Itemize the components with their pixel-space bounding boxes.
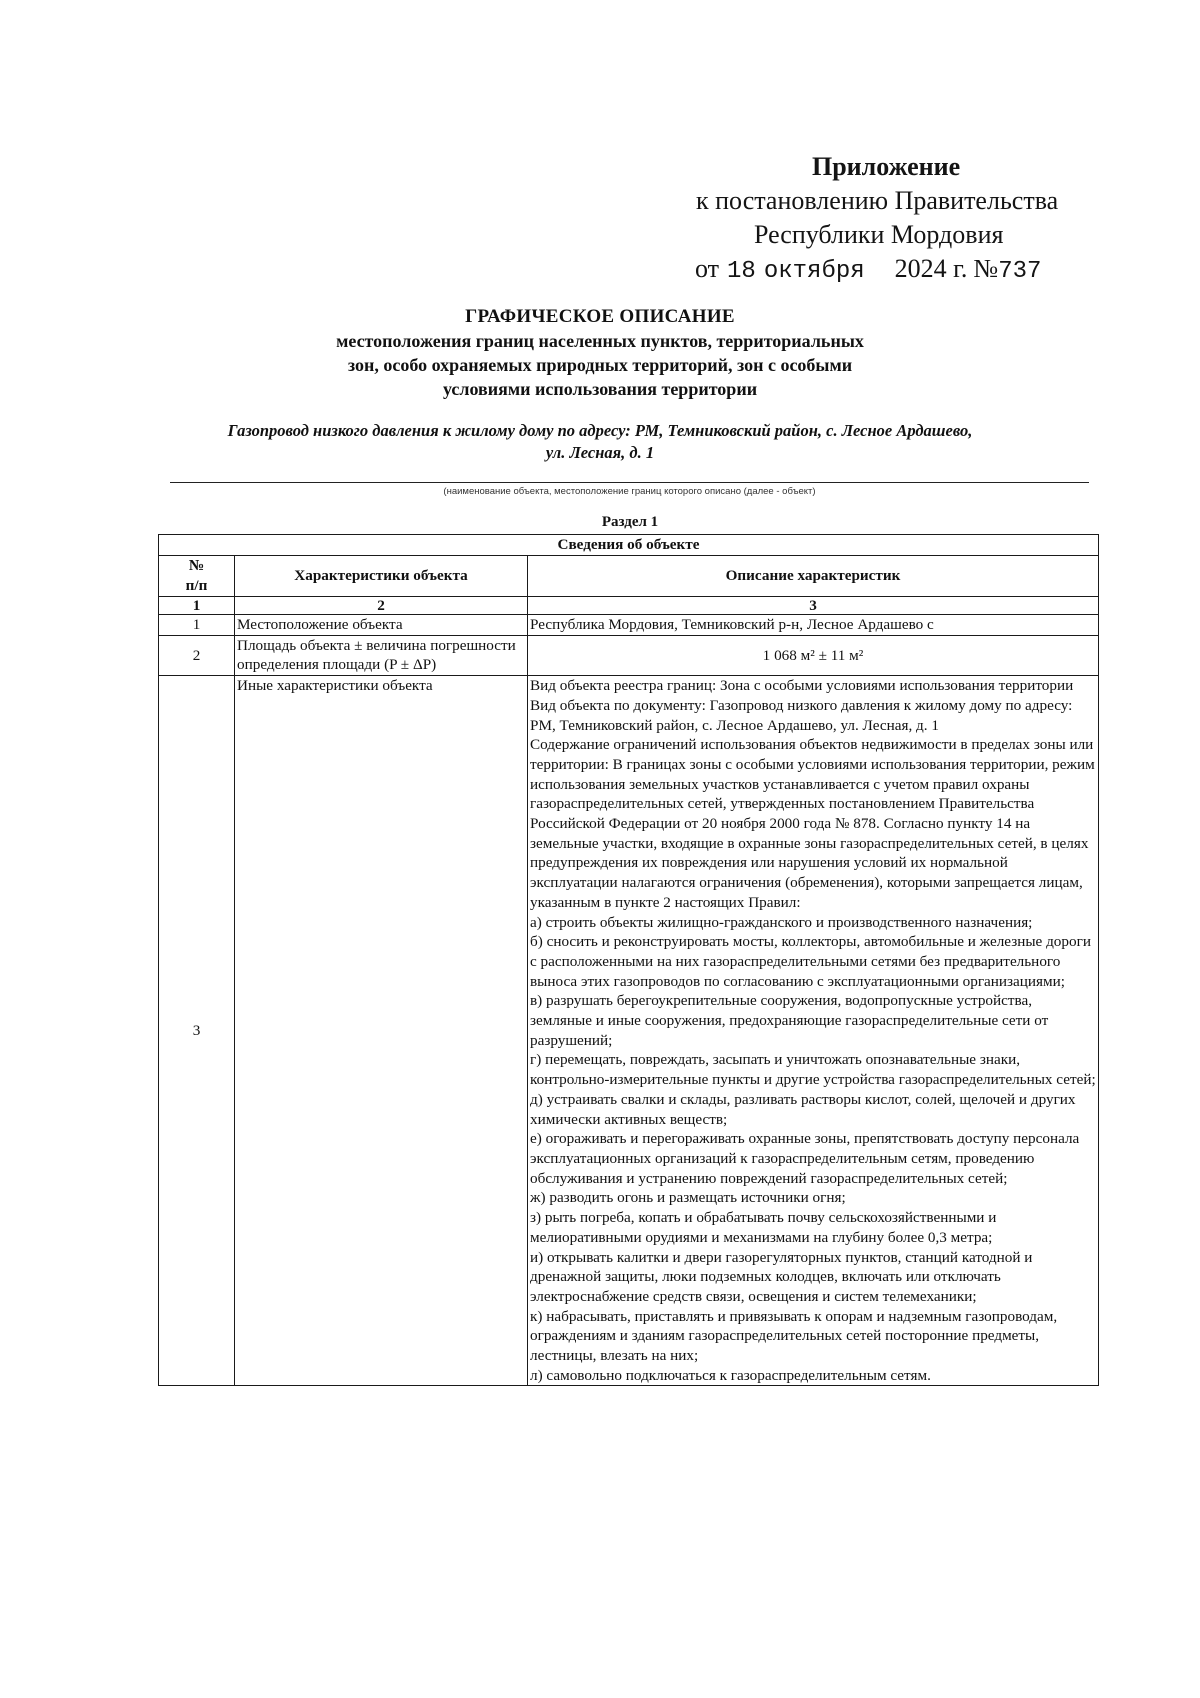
object-name bbox=[170, 420, 1030, 464]
appendix-caption bbox=[640, 150, 1080, 289]
table-header-row bbox=[159, 556, 1099, 597]
object-name-caption: (наименование объекта, местоположение границ которого описано (далее - объект) bbox=[443, 486, 816, 497]
document-heading bbox=[200, 305, 1000, 401]
document-subtitle-line-3: условиями использования территории bbox=[442, 379, 758, 399]
appendix-number-sign: № bbox=[973, 254, 999, 283]
appendix-month: октября bbox=[763, 258, 865, 285]
appendix-number: 737 bbox=[998, 258, 1042, 285]
object-info-table bbox=[158, 534, 1099, 1386]
row-value: Республика Мордовия, Темниковский р-н, Лесное Ардашево с bbox=[528, 615, 1099, 636]
row-characteristic: Площадь объекта ± величина погрешности определения площади (P ± ΔP) bbox=[235, 635, 528, 675]
row-characteristic: Иные характеристики объекта bbox=[235, 676, 528, 1386]
appendix-republic-line: Республики Мордовия bbox=[754, 220, 1004, 249]
document-title: ГРАФИЧЕСКОЕ ОПИСАНИЕ bbox=[465, 306, 735, 327]
column-number: 1 bbox=[159, 597, 235, 615]
header-number: № п/п bbox=[159, 556, 235, 597]
row-number: 3 bbox=[159, 676, 235, 1386]
appendix-from: от bbox=[695, 254, 720, 283]
table-caption-row bbox=[159, 535, 1099, 556]
section-label: Раздел 1 bbox=[601, 514, 659, 530]
table-row bbox=[159, 615, 1099, 636]
appendix-resolution-line: к постановлению Правительства bbox=[696, 186, 1059, 215]
column-number: 3 bbox=[528, 597, 1099, 615]
row-characteristic: Местоположение объекта bbox=[235, 615, 528, 636]
column-number: 2 bbox=[235, 597, 528, 615]
document-subtitle-line-2: зон, особо охраняемых природных территорий, зон с особыми bbox=[347, 355, 853, 375]
document-subtitle-line-1: местоположения границ населенных пунктов, территориальных bbox=[336, 331, 864, 351]
object-name-line-1: Газопровод низкого давления к жилому дому по адресу: РМ, Темниковский район, с. Лесное Ардашево, bbox=[227, 421, 973, 440]
column-number-row bbox=[159, 597, 1099, 615]
row-value: Вид объекта реестра границ: Зона с особыми условиями использования территории Вид объекта по документу: Газопровод низкого давления к жилому дому по адресу: РМ, Темниковский район, с. Лесное Ардашево, ул. Лесная, д. 1 Содержание ограничений использования объектов недвижимости в пределах зоны или территории: В границах зоны с особыми условиями использования территории, режим использования земельных участков устанавливается с учетом правил охраны газораспределительных сетей, утвержденных постановлением Правительства Российской Федерации от 20 ноября 2000 года № 878. Согласно пункту 14 на земельные участки, входящие в охранные зоны газораспределительных сетей, в целях предупреждения их повреждения или нарушения условий их нормальной эксплуатации налагаются ограничения (обременения), которыми запрещается лицам, указанным в пункте 2 настоящих Правил: а) строить объекты жилищно-гражданского и производственного назначения; б) сносить и реконструировать мосты, коллекторы, автомобильные и железные дороги с расположенными на них газораспределительными сетями без предварительного выноса этих газопроводов по согласованию с эксплуатационными организациями; в) разрушать берегоукрепительные сооружения, водопропускные устройства, земляные и иные сооружения, предохраняющие газораспределительные сети от разрушений; г) перемещать, повреждать, засыпать и уничтожать опознавательные знаки, контрольно-измерительные пункты и другие устройства газораспределительных сетей; д) устраивать свалки и склады, разливать растворы кислот, солей, щелочей и других химически активных веществ; е) огораживать и перегораживать охранные зоны, препятствовать доступу персонала эксплуатационных организаций к газораспределительным сетям, проведению обслуживания и устранению повреждений газораспределительных сетей; ж) разводить огонь и размещать источники огня; з) рыть погреба, копать и обрабатывать почву сельскохозяйственными и мелиоративными орудиями и механизмами на глубину более 0,3 метра; и) открывать калитки и двери газорегуляторных пунктов, станций катодной и дренажной защиты, люки подземных колодцев, включать или отключать электроснабжение средств связи, освещения и систем телемеханики; к) набрасывать, приставлять и привязывать к опорам и надземным газопроводам, ограждениям и зданиям газораспределительных сетей посторонние предметы, лестницы, влезать на них; л) самовольно подключаться к газораспределительным сетям. bbox=[528, 676, 1099, 1386]
header-characteristic: Характеристики объекта bbox=[235, 556, 528, 597]
appendix-day: 18 bbox=[727, 258, 756, 285]
appendix-year: 2024 г. bbox=[894, 254, 968, 283]
row-number: 1 bbox=[159, 615, 235, 636]
table-row bbox=[159, 635, 1099, 675]
table-row bbox=[159, 676, 1099, 1386]
row-value: 1 068 м² ± 11 м² bbox=[528, 635, 1099, 675]
header-description: Описание характеристик bbox=[528, 556, 1099, 597]
appendix-title: Приложение bbox=[812, 152, 961, 181]
table-title: Сведения об объекте bbox=[159, 535, 1099, 556]
row-number: 2 bbox=[159, 635, 235, 675]
appendix-date-line bbox=[640, 252, 1080, 289]
object-name-underline bbox=[170, 482, 1089, 483]
object-name-line-2: ул. Лесная, д. 1 bbox=[545, 443, 655, 462]
